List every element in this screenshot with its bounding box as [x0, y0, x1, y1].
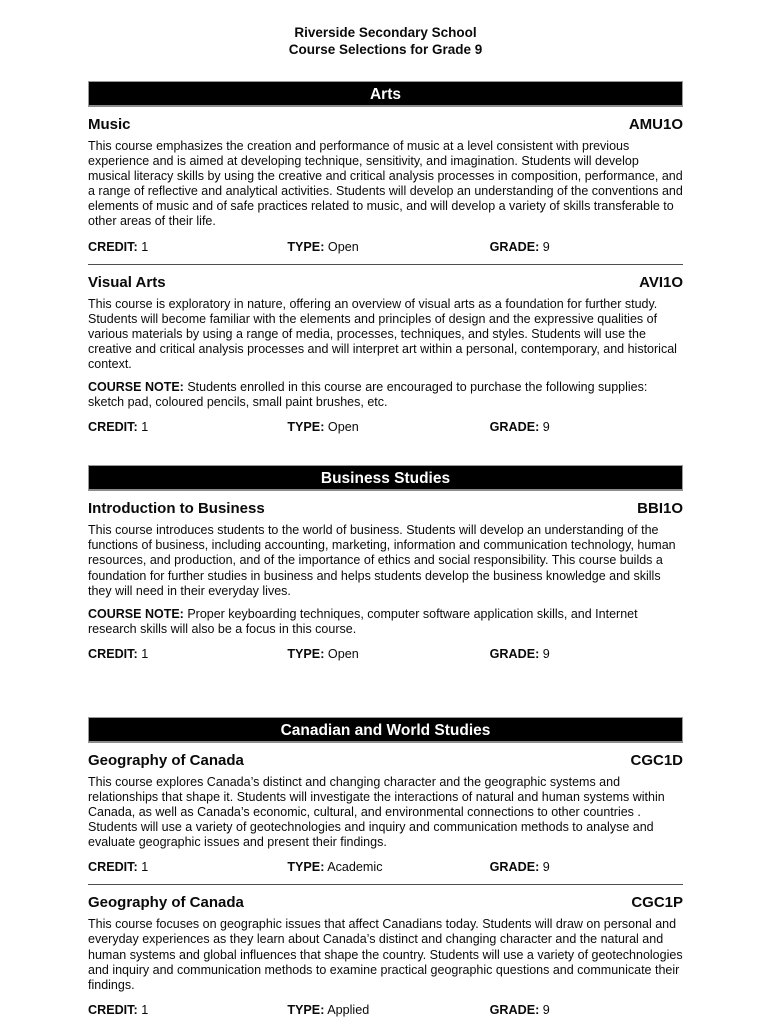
type-label: TYPE: — [287, 239, 325, 254]
course-code: CGC1D — [630, 751, 683, 769]
section-courses — [88, 491, 683, 671]
grade-label: GRADE: — [489, 239, 540, 254]
credit-label: CREDIT: — [88, 1002, 138, 1017]
course-title: Geography of Canada — [88, 751, 244, 769]
course-credit — [88, 1002, 287, 1018]
course-grade — [490, 239, 683, 255]
course-type — [287, 419, 489, 435]
credit-value: 1 — [141, 1002, 149, 1017]
grade-value: 9 — [542, 860, 550, 875]
credit-label: CREDIT: — [88, 646, 138, 661]
type-value: Applied — [327, 1002, 370, 1017]
section-title: Business Studies — [320, 470, 451, 488]
course-credit — [88, 239, 287, 255]
course-title: Introduction to Business — [88, 500, 265, 518]
credit-label: CREDIT: — [88, 860, 138, 875]
course-note — [88, 607, 683, 637]
course-entry — [88, 491, 683, 671]
page-subtitle: Course Selections for Grade 9 — [288, 42, 483, 57]
course-header-row — [88, 115, 683, 134]
type-value: Open — [327, 646, 359, 661]
course-header-row — [88, 273, 683, 292]
course-title: Music — [88, 116, 131, 133]
course-description: This course focuses on geographic issues that affect Canadians today. Students will draw on personal and everyday experiences as they learn about Canada’s distinct and changing character and the natural and human systems and global influences that shape the country. Students will use a variety of geotechnologies and inquiry and communication methods to examine practical geographic questions and communicate their findings. — [88, 917, 683, 992]
section-title-bar — [88, 465, 683, 491]
course-description: This course is exploratory in nature, offering an overview of visual arts as a foundation for further study. Students will become familiar with the elements and principles of design and the expressive qualities of various materials by using a range of media, processes, techniques, and styles. Students will use the creative and critical analysis processes and will interpret art within a personal, contemporary, and historical context. — [88, 296, 677, 371]
course-code: CGC1P — [631, 894, 683, 912]
course-title: Visual Arts — [88, 273, 166, 291]
course-meta-row — [88, 1002, 683, 1018]
course-credit — [88, 646, 287, 662]
course-description: This course introduces students to the world of business. Students will develop an understanding of the functions of business, including accounting, marketing, information and communication technology, human resources, and production, and of the importance of ethics and social responsibility. This course builds a foundation for further studies in business and helps students develop the business knowledge and skills they will need in their everyday lives. — [88, 523, 676, 598]
course-description: This course emphasizes the creation and performance of music at a level consistent with previous experience and is aimed at developing technique, sensitivity, and imagination. Students will develop musical literacy skills by using the creative and critical analysis processes in composition, performance, and a range of reflective and analytical activities. Students will develop an understanding of the conventions and elements of music and of safe practices related to music, and will develop a variety of skills transferable to other areas of their life. — [88, 139, 683, 229]
course-note-label: COURSE NOTE: — [88, 380, 184, 395]
page-header — [88, 24, 683, 58]
course-section — [88, 717, 683, 1027]
sections-container — [88, 81, 683, 1027]
course-header-row — [88, 893, 683, 912]
section-courses — [88, 743, 683, 1027]
course-note-text: Proper keyboarding techniques, computer software application skills, and Internet research skills will also be a focus in this course. — [88, 606, 638, 636]
course-type — [287, 859, 489, 875]
course-note — [88, 380, 683, 410]
type-value: Academic — [327, 860, 383, 875]
course-header-row — [88, 499, 683, 518]
credit-label: CREDIT: — [88, 420, 138, 435]
course-meta-row — [88, 419, 683, 435]
type-label: TYPE: — [287, 420, 325, 435]
grade-value: 9 — [542, 239, 550, 254]
course-grade — [490, 646, 683, 662]
course-section — [88, 81, 683, 444]
course-entry — [88, 107, 683, 264]
section-title-bar — [88, 81, 683, 107]
course-meta-row — [88, 239, 683, 255]
type-label: TYPE: — [287, 646, 325, 661]
course-note-label: COURSE NOTE: — [88, 606, 184, 621]
course-grade — [490, 1002, 683, 1018]
course-meta-row — [88, 859, 683, 875]
course-type — [287, 646, 489, 662]
course-entry — [88, 743, 683, 884]
course-code: AMU1O — [628, 116, 683, 133]
course-note-text: Students enrolled in this course are encouraged to purchase the following supplies: sketch pad, coloured pencils, small paint brushes, etc. — [88, 380, 648, 410]
credit-value: 1 — [141, 646, 149, 661]
grade-label: GRADE: — [489, 1002, 540, 1017]
section-title: Arts — [369, 86, 401, 103]
course-grade — [490, 419, 683, 435]
course-entry — [88, 264, 683, 445]
school-name: Riverside Secondary School — [294, 25, 477, 40]
course-title: Geography of Canada — [88, 894, 244, 912]
course-header-row — [88, 751, 683, 770]
credit-value: 1 — [141, 860, 149, 875]
credit-value: 1 — [141, 420, 149, 435]
type-value: Open — [327, 239, 359, 254]
course-code: AVI1O — [639, 273, 683, 291]
course-grade — [490, 859, 683, 875]
course-credit — [88, 419, 287, 435]
grade-value: 9 — [542, 1002, 550, 1017]
section-courses — [88, 107, 683, 444]
type-label: TYPE: — [287, 1002, 325, 1017]
course-description: This course explores Canada’s distinct and changing character and the geographic systems and relationships that shape it. Students will investigate the interactions of natural and human systems within Canada, as well as Canada’s economic, cultural, and environmental connections to other countries . Students will use a variety of geotechnologies and inquiry and communication methods to analyse and evaluate geographic issues and present their findings. — [88, 774, 665, 850]
course-code: BBI1O — [637, 500, 683, 518]
section-title: Canadian and World Studies — [280, 721, 491, 739]
grade-value: 9 — [542, 420, 550, 435]
course-type — [287, 239, 489, 255]
grade-value: 9 — [542, 646, 550, 661]
grade-label: GRADE: — [489, 646, 540, 661]
course-type — [287, 1002, 489, 1018]
type-value: Open — [327, 420, 359, 435]
grade-label: GRADE: — [489, 860, 540, 875]
type-label: TYPE: — [287, 860, 325, 875]
course-meta-row — [88, 646, 683, 662]
course-credit — [88, 859, 287, 875]
credit-label: CREDIT: — [88, 239, 138, 254]
grade-label: GRADE: — [489, 420, 540, 435]
course-entry — [88, 884, 683, 1026]
course-section — [88, 465, 683, 671]
section-title-bar — [88, 717, 683, 743]
credit-value: 1 — [141, 239, 149, 254]
